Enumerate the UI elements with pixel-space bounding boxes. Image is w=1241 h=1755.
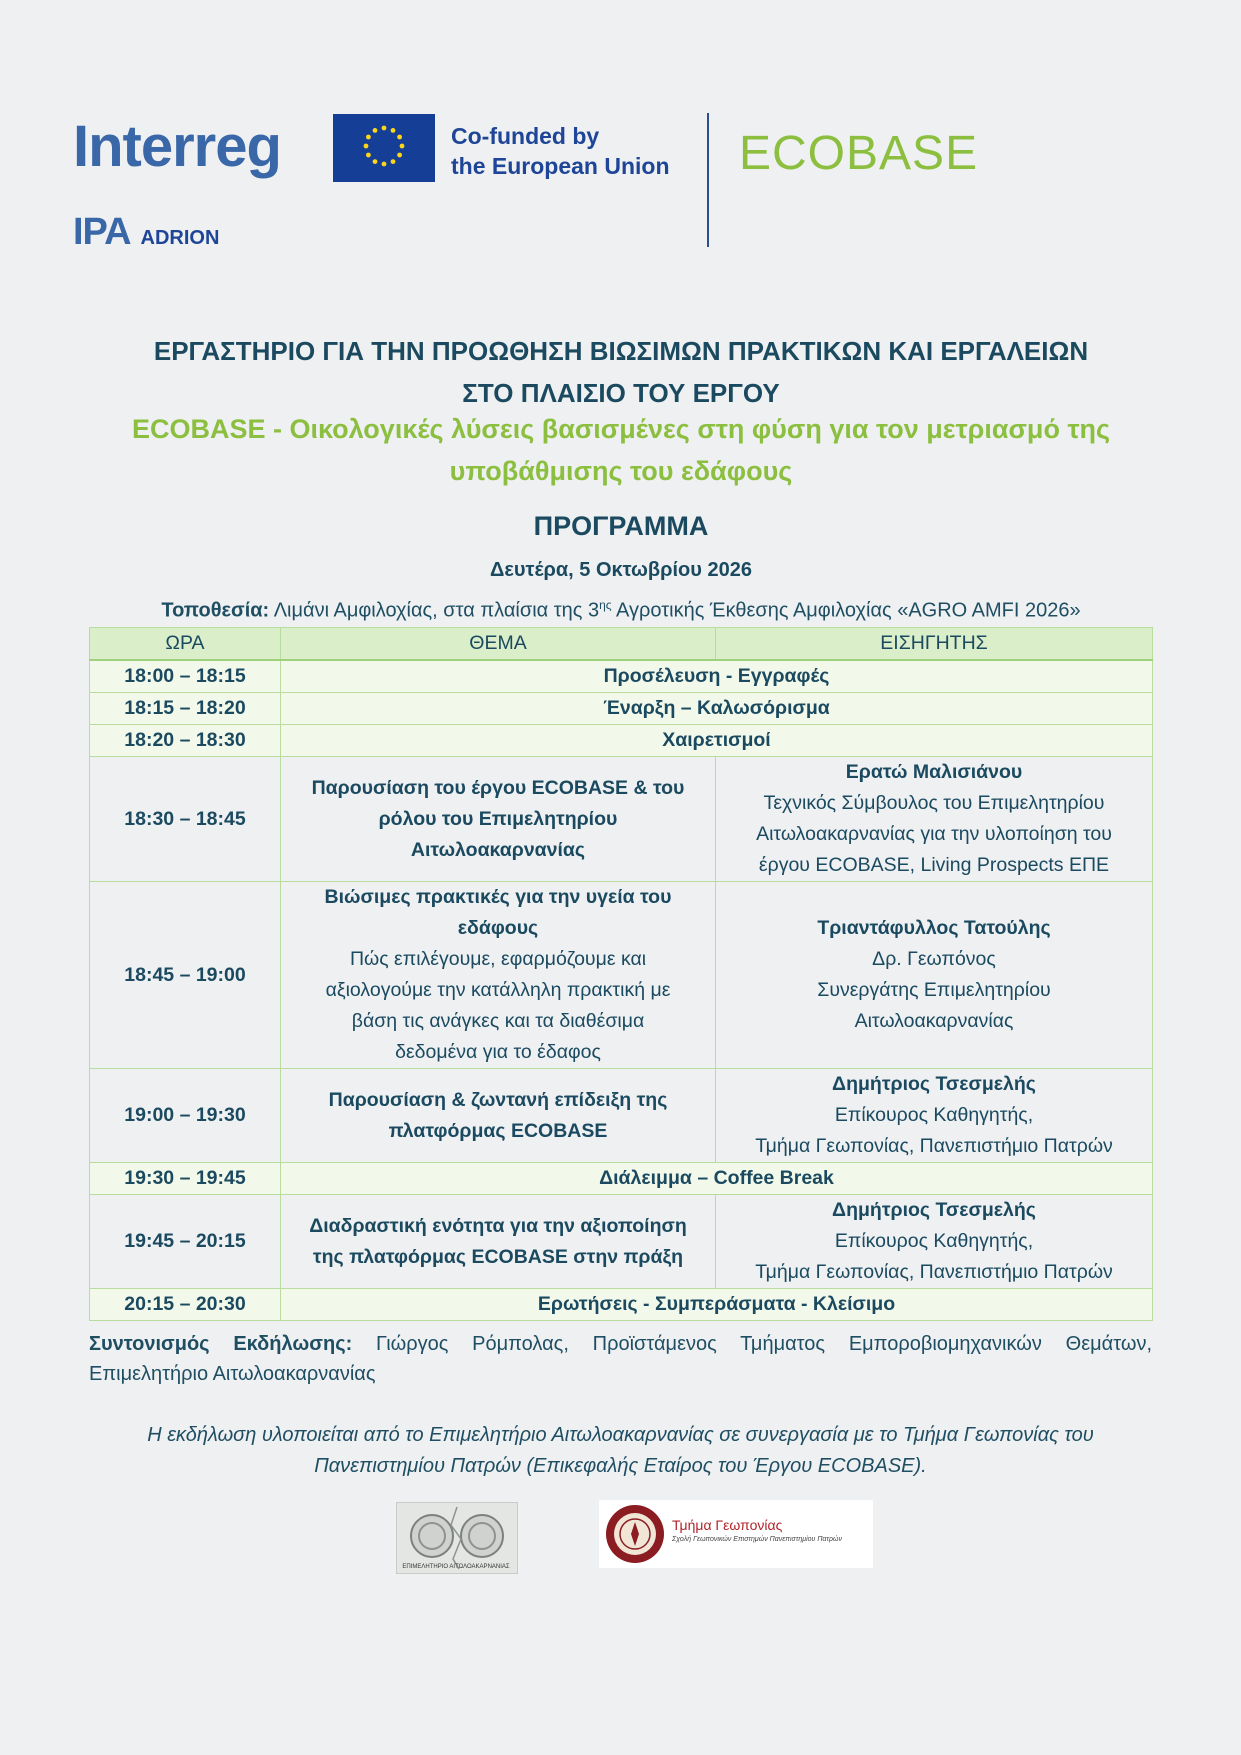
column-header-topic: ΘΕΜΑ: [281, 628, 716, 661]
session-title: Διάλειμμα – Coffee Break: [281, 1163, 1153, 1195]
topic-cell: Βιώσιμες πρακτικές για την υγεία του εδάφους Πώς επιλέγουμε, εφαρμόζουμε και αξιολογούμε την κατάλληλη πρακτική με βάση τις ανάγκες και τα διαθέσιμα δεδομένα για το έδαφος: [281, 882, 716, 1069]
table-row: [90, 1069, 1153, 1163]
table-row: [90, 660, 1153, 693]
program-heading: ΠΡΟΓΡΑΜΜΑ: [533, 511, 709, 541]
time-cell: 18:20 – 18:30: [90, 725, 281, 757]
time-cell: 20:15 – 20:30: [90, 1289, 281, 1321]
speaker-cell: Ερατώ Μαλισιάνου Τεχνικός Σύμβουλος του Επιμελητηρίου Αιτωλοακαρνανίας για την υλοποίηση του έργου ECOBASE, Living Prospects ΕΠΕ: [716, 757, 1153, 882]
university-seal-icon: [605, 1504, 665, 1564]
table-row: [90, 693, 1153, 725]
table-row: [90, 725, 1153, 757]
table-row: [90, 757, 1153, 882]
table-row: [90, 1289, 1153, 1321]
speaker-name: Ερατώ Μαλισιάνου: [845, 761, 1023, 783]
event-date: Δευτέρα, 5 Οκτωβρίου 2026: [490, 559, 752, 581]
time-cell: 18:15 – 18:20: [90, 693, 281, 725]
event-location: Τοποθεσία: Λιμάνι Αμφιλοχίας, στα πλαίσια της $3^{\eta\varsigma}$ Αγροτικής Έκθεσης Αμφιλοχίας «AGRO AMFI 2026»: [161, 598, 1081, 622]
speaker-cell: Δημήτριος Τσεσμελής Επίκουρος Καθηγητής, Τμήμα Γεωπονίας, Πανεπιστήμιο Πατρών: [716, 1195, 1153, 1289]
chamber-logo-caption: ΕΠΙΜΕΛΗΤΗΡΙΟ ΑΙΤΩΛΟΑΚΑΡΝΑΝΙΑΣ: [402, 1564, 510, 1570]
project-subtitle: ECOBASE - Οικολογικές λύσεις βασισμένες στη φύση για τον μετριασμό της υποβάθμισης του εδάφους: [131, 414, 1111, 486]
department-logo-title: Τμήμα Γεωπονίας: [672, 1517, 783, 1533]
speaker-cell: Τριαντάφυλλος Τατούλης Δρ. Γεωπόνος Συνεργάτης Επιμελητηρίου Αιτωλοακαρνανίας: [716, 882, 1153, 1069]
column-header-time: ΩΡΑ: [90, 628, 281, 661]
time-cell: 19:45 – 20:15: [90, 1195, 281, 1289]
ipa-adrion-logo: IPA ADRION: [73, 211, 220, 253]
topic-cell: Διαδραστική ενότητα για την αξιοποίηση της πλατφόρμας ECOBASE στην πράξη: [281, 1195, 716, 1289]
topic-cell: Παρουσίαση του έργου ECOBASE & του ρόλου του Επιμελητηρίου Αιτωλοακαρνανίας: [281, 757, 716, 882]
ecobase-logo: ECOBASE: [739, 127, 979, 180]
column-header-speaker: ΕΙΣΗΓΗΤΗΣ: [716, 628, 1153, 661]
workshop-title: ΕΡΓΑΣΤΗΡΙΟ ΓΙΑ ΤΗΝ ΠΡΟΩΘΗΣΗ ΒΙΩΣΙΜΩΝ ΠΡΑΚΤΙΚΩΝ ΚΑΙ ΕΡΓΑΛΕΙΩΝ ΣΤΟ ΠΛΑΙΣΙΟ ΤΟΥ ΕΡΓΟΥ: [153, 336, 1089, 408]
agriculture-department-logo: [599, 1500, 873, 1568]
speaker-name: Δημήτριος Τσεσμελής: [832, 1199, 1036, 1221]
cofunded-text: [451, 121, 670, 181]
interreg-logo: Interreg: [73, 114, 281, 179]
department-logo-subtitle: Σχολή Γεωπονικών Επιστημών Πανεπιστημίου Πατρών: [672, 1536, 842, 1543]
eu-flag-icon: [333, 114, 435, 182]
table-row: [90, 882, 1153, 1069]
session-title: Προσέλευση - Εγγραφές: [281, 660, 1153, 693]
cofunded-line1: Co-funded by: [451, 123, 600, 149]
session-title: Έναρξη – Καλωσόρισμα: [281, 693, 1153, 725]
time-cell: 18:00 – 18:15: [90, 660, 281, 693]
cofunded-line2: the European Union: [451, 153, 670, 179]
table-header-row: [90, 628, 1153, 661]
table-row: [90, 1163, 1153, 1195]
header-divider: [707, 113, 709, 247]
session-title: Χαιρετισμοί: [281, 725, 1153, 757]
program-table: [89, 627, 1153, 1321]
event-coordination: Συντονισμός Εκδήλωσης: Γιώργος Ρόμπολας, Προϊστάμενος Τμήματος Εμποροβιομηχανικών Θεμάτων, Επιμελητήριο Αιτωλοακαρνανίας: [89, 1333, 1153, 1385]
session-title: Ερωτήσεις - Συμπεράσματα - Κλείσιμο: [281, 1289, 1153, 1321]
footer-note: Η εκδήλωση υλοποιείται από το Επιμελητήριο Αιτωλοακαρνανίας σε συνεργασία με το Τμήμα Γεωπονίας του Πανεπιστημίου Πατρών (Επικεφαλής Εταίρος του Έργου ECOBASE).: [147, 1424, 1094, 1477]
time-cell: 19:00 – 19:30: [90, 1069, 281, 1163]
topic-cell: Παρουσίαση & ζωντανή επίδειξη της πλατφόρμας ECOBASE: [281, 1069, 716, 1163]
table-row: [90, 1195, 1153, 1289]
speaker-cell: Δημήτριος Τσεσμελής Επίκουρος Καθηγητής, Τμήμα Γεωπονίας, Πανεπιστήμιο Πατρών: [716, 1069, 1153, 1163]
speaker-name: Δημήτριος Τσεσμελής: [832, 1073, 1036, 1095]
speaker-name: Τριαντάφυλλος Τατούλης: [817, 917, 1051, 939]
time-cell: 18:30 – 18:45: [90, 757, 281, 882]
time-cell: 18:45 – 19:00: [90, 882, 281, 1069]
time-cell: 19:30 – 19:45: [90, 1163, 281, 1195]
